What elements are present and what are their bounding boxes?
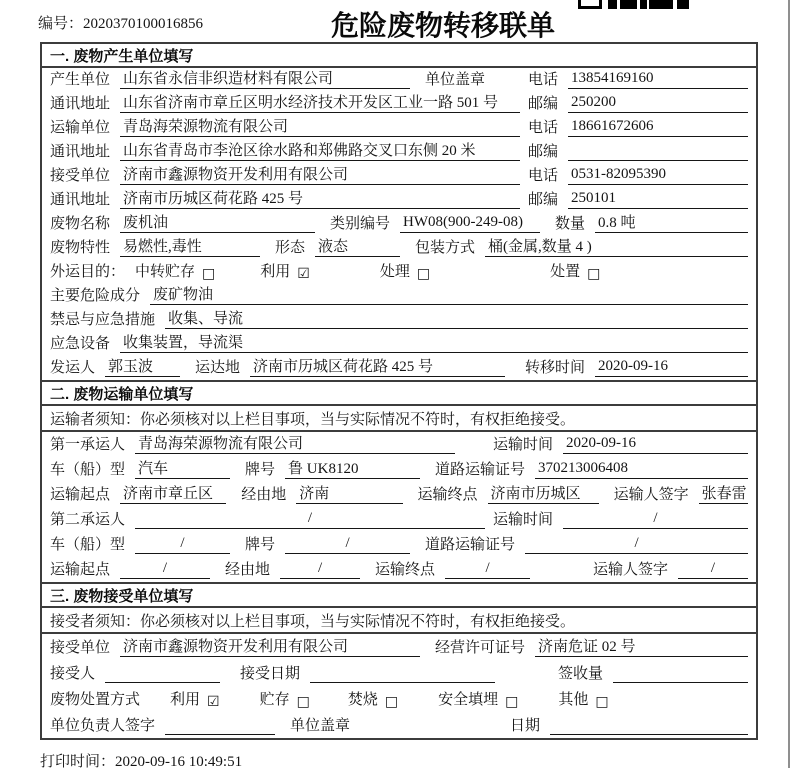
form-label: 形态 (275, 240, 306, 256)
destination-value: 济南市历城区荷花路 425 号 (250, 355, 505, 377)
road-permit-label: 道路运输证号 (425, 537, 516, 553)
route-end-label: 运输终点 (417, 487, 478, 503)
zip-label: 邮编 (527, 144, 558, 160)
dispatcher-value: 郭玉波 (105, 355, 180, 377)
receive-unit-value: 济南市鑫源物资开发利用有限公司 (120, 635, 420, 657)
print-time-value: 2020-09-16 10:49:51 (115, 754, 243, 768)
signed-amount-value (613, 664, 748, 683)
row-transfer-purpose (42, 260, 756, 284)
carrier-sign-label: 运输人签字 (592, 562, 668, 578)
transport-time-value: / (563, 510, 748, 529)
row-acceptor (42, 660, 756, 686)
row-transporter-unit (42, 116, 756, 140)
vehicle-type-value: 汽车 (135, 457, 230, 479)
row-second-carrier (42, 507, 756, 532)
transfer-time-label: 转移时间 (525, 360, 586, 376)
option-label: 安全填埋 (438, 692, 499, 708)
plate-value: 鲁 UK8120 (285, 457, 420, 479)
category-code-label: 类别编号 (330, 216, 391, 232)
disposal-method-label: 废物处置方式 (50, 692, 141, 708)
hazard-component-label: 主要危险成分 (50, 288, 141, 304)
phone-label: 电话 (527, 120, 558, 136)
second-carrier-value: / (135, 510, 485, 529)
section3-heading: 三. 废物接受单位填写 (42, 582, 756, 608)
first-carrier-label: 第一承运人 (50, 437, 126, 453)
row-waste-traits (42, 236, 756, 260)
checkbox-unchecked-icon: □ (587, 266, 601, 282)
disposal-option-landfill (438, 688, 518, 709)
row-dispatch (42, 356, 756, 380)
row-hazard-component (42, 284, 756, 308)
option-label: 贮存 (259, 692, 290, 708)
carrier-sign-label: 运输人签字 (613, 487, 689, 503)
dispatcher-label: 发运人 (50, 360, 96, 376)
purpose-option-dispose (550, 260, 600, 281)
transporter-unit-value: 青岛海荣源物流有限公司 (120, 115, 520, 137)
purpose-label: 外运目的： (50, 264, 126, 280)
row-vehicle-1 (42, 457, 756, 482)
producer-phone-value: 13854169160 (568, 70, 748, 89)
accept-date-label: 接受日期 (240, 666, 301, 682)
route-start-value: 济南市章丘区 (120, 482, 226, 504)
route-end-label: 运输终点 (375, 562, 436, 578)
transporter-phone-value: 18661672606 (568, 118, 748, 137)
producer-zip-value: 250200 (568, 94, 748, 113)
route-via-label: 经由地 (225, 562, 271, 578)
checkbox-unchecked-icon: □ (384, 694, 399, 710)
row-emergency-equipment (42, 332, 756, 356)
zip-label: 邮编 (527, 192, 558, 208)
vehicle-type-value: / (135, 535, 230, 554)
plate-value: / (285, 535, 410, 554)
date-label: 日期 (510, 718, 541, 734)
packing-label: 包装方式 (415, 240, 476, 256)
transport-time-value: 2020-09-16 (563, 435, 748, 454)
route-via-value: / (280, 560, 360, 579)
row-waste-name (42, 212, 756, 236)
license-label: 经营许可证号 (435, 640, 526, 656)
zip-label: 邮编 (527, 96, 558, 112)
row-producer-unit (42, 68, 756, 92)
vehicle-type-label: 车（船）型 (50, 537, 126, 553)
row-receiver-address (42, 188, 756, 212)
transporter-zip-value (568, 142, 748, 161)
receiver-address-value: 济南市历城区荷花路 425 号 (120, 187, 520, 209)
unit-seal-label: 单位盖章 (425, 72, 486, 88)
second-carrier-label: 第二承运人 (50, 512, 126, 528)
option-label: 利用 (260, 264, 291, 280)
row-vehicle-2 (42, 532, 756, 557)
route-start-label: 运输起点 (50, 487, 111, 503)
checkbox-unchecked-icon: □ (202, 266, 216, 282)
receive-notice: 接受者须知：你必须核对以上栏目事项，当与实际情况不符时，有权拒绝接受。 (42, 608, 756, 634)
vehicle-type-label: 车（船）型 (50, 462, 126, 478)
checkbox-checked-icon: ☑ (297, 266, 310, 282)
transport-notice: 运输者须知：你必须核对以上栏目事项，当与实际情况不符时，有权拒绝接受。 (42, 406, 756, 432)
waste-traits-label: 废物特性 (50, 240, 111, 256)
section-transport (42, 380, 756, 582)
section-receive (42, 582, 756, 738)
producer-address-value: 山东省济南市章丘区明水经济技术开发区工业一路 501 号 (120, 91, 520, 113)
quantity-value: 0.8 吨 (595, 211, 748, 233)
category-code-value: HW08(900-249-08) (400, 214, 540, 233)
phone-label: 电话 (527, 72, 558, 88)
qr-code-fragment-icon (578, 0, 689, 9)
disposal-option-incinerate (348, 688, 398, 709)
waste-traits-value: 易燃性,毒性 (120, 235, 260, 257)
route-via-value: 济南 (296, 482, 402, 504)
road-permit-label: 道路运输证号 (435, 462, 526, 478)
option-label: 处置 (550, 264, 581, 280)
row-disposal-method (42, 686, 756, 712)
receiver-unit-label: 接受单位 (50, 168, 111, 184)
accept-date-value (310, 664, 495, 683)
license-value: 济南危证 02 号 (535, 635, 748, 657)
disposal-option-store (260, 688, 310, 709)
option-label: 焚烧 (347, 692, 378, 708)
phone-label: 电话 (527, 168, 558, 184)
road-permit-value: 370213006408 (535, 460, 748, 479)
plate-label: 牌号 (245, 537, 276, 553)
transporter-unit-label: 运输单位 (50, 120, 111, 136)
quantity-label: 数量 (555, 216, 586, 232)
carrier-sign-value: / (678, 560, 748, 579)
checkbox-unchecked-icon: □ (296, 694, 310, 710)
section-generator (42, 44, 756, 380)
plate-label: 牌号 (245, 462, 276, 478)
transfer-time-value: 2020-09-16 (595, 358, 748, 377)
form-box (40, 42, 758, 740)
responsible-sign-label: 单位负责人签字 (50, 718, 156, 734)
date-value (550, 716, 748, 735)
route-start-value: / (120, 560, 210, 579)
receiver-phone-value: 0531-82095390 (568, 166, 748, 185)
unit-seal-label: 单位盖章 (290, 718, 351, 734)
option-label: 中转贮存 (135, 264, 196, 280)
print-time-label: 打印时间： (40, 754, 116, 768)
emergency-equipment-label: 应急设备 (50, 336, 111, 352)
emergency-equipment-value: 收集装置，导流渠 (120, 331, 748, 353)
form-value: 液态 (315, 235, 400, 257)
transporter-address-value: 山东省青岛市李沧区徐水路和郑佛路交叉口东侧 20 米 (120, 139, 520, 161)
route-start-label: 运输起点 (50, 562, 111, 578)
page-title: 危险废物转移联单 (330, 10, 556, 41)
row-receive-unit (42, 634, 756, 660)
packing-value: 桶(金属,数量 4 ) (485, 235, 748, 257)
emergency-measures-value: 收集、导流 (165, 307, 748, 329)
waste-name-label: 废物名称 (50, 216, 111, 232)
section1-heading: 一. 废物产生单位填写 (42, 44, 756, 68)
row-route-2 (42, 557, 756, 582)
scan-edge-artifact (788, 0, 790, 768)
acceptor-value (105, 664, 220, 683)
checkbox-unchecked-icon: □ (505, 694, 519, 710)
address-label: 通讯地址 (50, 144, 111, 160)
row-producer-address (42, 92, 756, 116)
section2-heading: 二. 废物运输单位填写 (42, 380, 756, 406)
disposal-option-other (558, 688, 608, 709)
first-carrier-value: 青岛海荣源物流有限公司 (135, 432, 455, 454)
row-first-carrier (42, 432, 756, 457)
route-end-value: / (445, 560, 530, 579)
serial-label: 编号： (38, 16, 84, 32)
purpose-option-storage (135, 260, 215, 281)
receiver-unit-value: 济南市鑫源物资开发利用有限公司 (120, 163, 520, 185)
transport-time-label: 运输时间 (492, 512, 553, 528)
acceptor-label: 接受人 (50, 666, 96, 682)
row-receiver-unit (42, 164, 756, 188)
row-responsible-signature (42, 712, 756, 738)
serial-value: 2020370100016856 (83, 16, 204, 32)
serial-number-line (38, 12, 203, 33)
route-end-value: 济南市历城区 (488, 482, 599, 504)
purpose-option-treat (380, 260, 430, 281)
checkbox-unchecked-icon: □ (416, 266, 431, 282)
road-permit-value: / (525, 535, 748, 554)
producer-unit-value: 山东省永信非织造材料有限公司 (120, 67, 410, 89)
checkbox-checked-icon: ☑ (207, 694, 220, 710)
waste-name-value: 废机油 (120, 211, 315, 233)
disposal-option-utilize (170, 688, 220, 709)
carrier-sign-value: 张春雷 (699, 482, 748, 504)
hazard-component-value: 废矿物油 (150, 283, 748, 305)
row-route-1 (42, 482, 756, 507)
signed-amount-label: 签收量 (557, 666, 603, 682)
row-emergency-measures (42, 308, 756, 332)
address-label: 通讯地址 (50, 96, 111, 112)
receiver-zip-value: 250101 (568, 190, 748, 209)
checkbox-unchecked-icon: □ (595, 694, 609, 710)
option-label: 其他 (558, 692, 589, 708)
transport-time-label: 运输时间 (492, 437, 553, 453)
row-transporter-address (42, 140, 756, 164)
responsible-sign-value (165, 716, 275, 735)
emergency-measures-label: 禁忌与应急措施 (50, 312, 156, 328)
print-time-line (40, 750, 242, 768)
route-via-label: 经由地 (241, 487, 287, 503)
option-label: 利用 (170, 692, 201, 708)
address-label: 通讯地址 (50, 192, 111, 208)
purpose-option-utilize (260, 260, 310, 281)
receive-unit-label: 接受单位 (50, 640, 111, 656)
producer-unit-label: 产生单位 (50, 72, 111, 88)
destination-label: 运达地 (195, 360, 241, 376)
option-label: 处理 (379, 264, 410, 280)
